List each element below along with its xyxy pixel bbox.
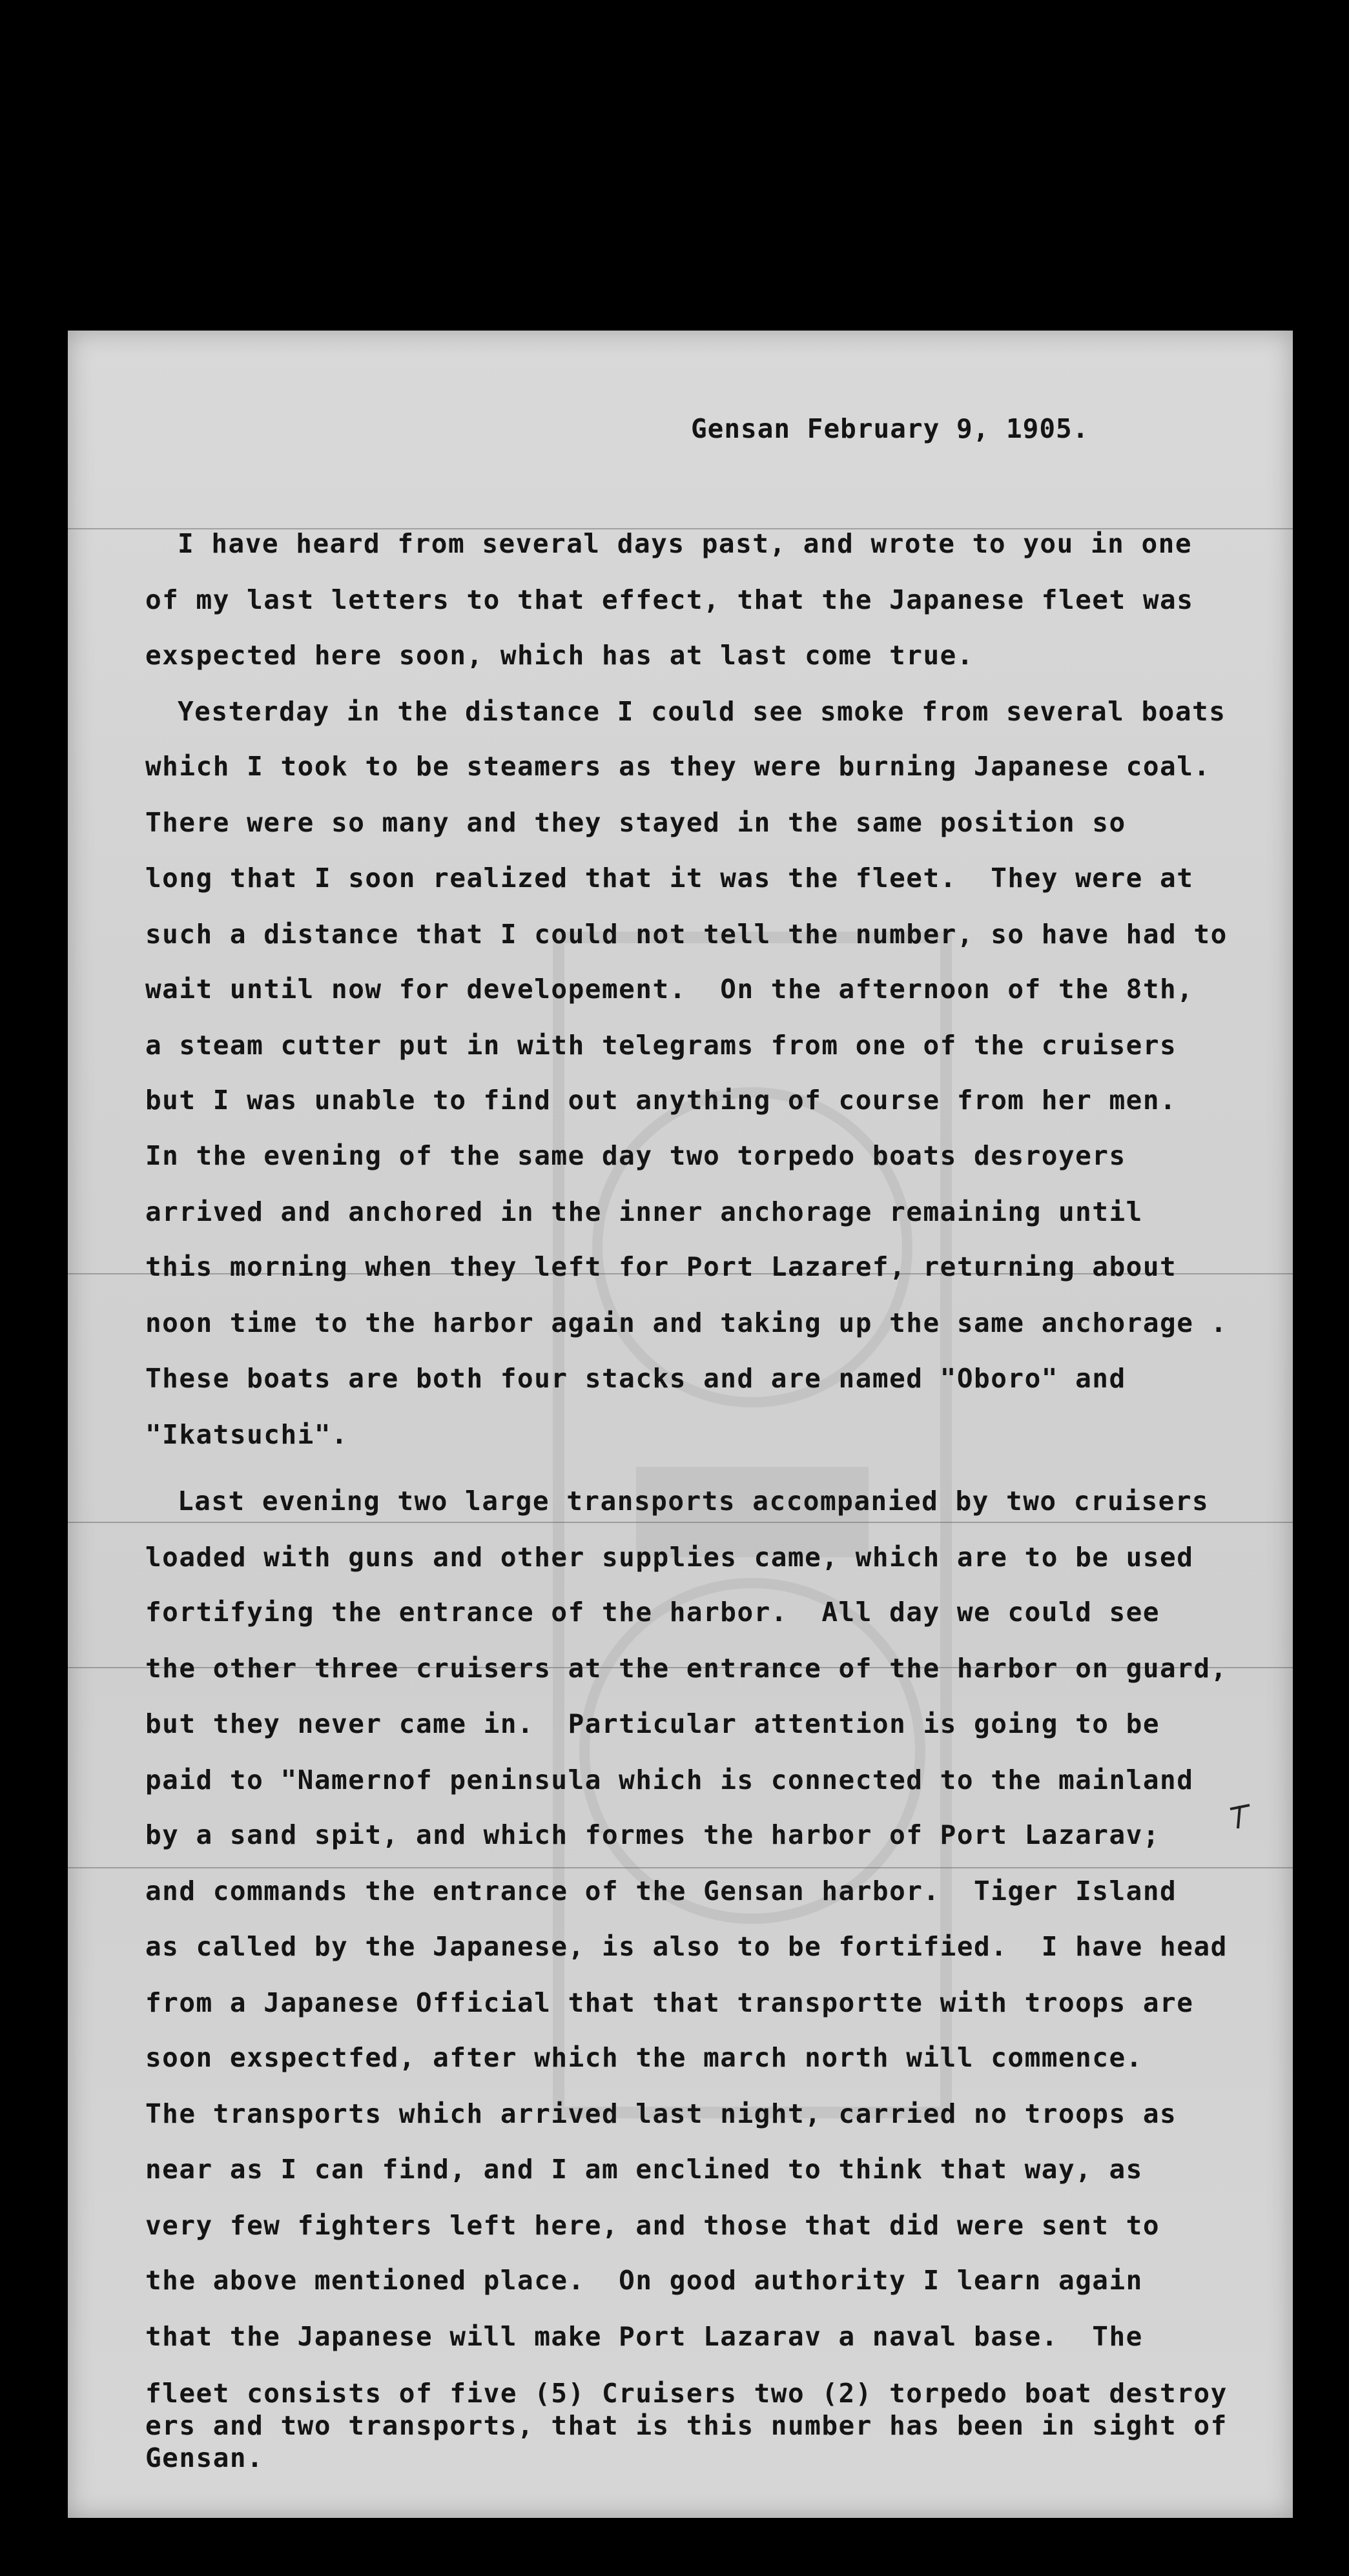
text-line: Yesterday in the distance I could see smoke from several boats [178,696,1226,727]
text-line: In the evening of the same day two torpedo boats desroyers [145,1140,1126,1171]
text-line: this morning when they left for Port Lazaref, returning about [145,1251,1177,1282]
text-line: the other three cruisers at the entrance of the harbor on guard, [145,1653,1228,1684]
text-line: the above mentioned place. On good authority I learn again [145,2265,1143,2296]
text-line: which I took to be steamers as they were burning Japanese coal. [145,751,1211,782]
text-line: fleet consists of five (5) Cruisers two (2) torpedo boat destroy [145,2378,1228,2409]
text-line: paid to "Namernof peninsula which is connected to the mainland [145,1764,1194,1795]
text-line: Gensan. [145,2442,264,2473]
text-line: long that I soon realized that it was the fleet. They were at [145,863,1194,894]
text-line: but they never came in. Particular attention is going to be [145,1708,1160,1739]
text-line: wait until now for developement. On the afternoon of the 8th, [145,974,1194,1005]
text-line: loaded with guns and other supplies came, which are to be used [145,1542,1194,1573]
text-line: and commands the entrance of the Gensan harbor. Tiger Island [145,1876,1177,1906]
text-line: soon exspectfed, after which the march north will commence. [145,2042,1143,2073]
text-line: ers and two transports, that is this number has been in sight of [145,2410,1228,2441]
text-line: very few fighters left here, and those that did were sent to [145,2210,1160,2241]
letter-dateline: Gensan February 9, 1905. [691,413,1089,444]
margin-check-mark [1224,1796,1262,1835]
text-line: There were so many and they stayed in the same position so [145,807,1126,838]
text-line: "Ikatsuchi". [145,1419,349,1450]
letter-body [68,331,1293,2518]
text-line: Last evening two large transports accompanied by two cruisers [178,1486,1210,1517]
text-line: noon time to the harbor again and taking up the same anchorage . [145,1307,1228,1338]
text-line: I have heard from several days past, and wrote to you in one [178,528,1193,559]
text-line: These boats are both four stacks and are named "Oboro" and [145,1363,1126,1394]
text-line: The transports which arrived last night, carried no troops as [145,2098,1177,2129]
text-line: near as I can find, and I am enclined to think that way, as [145,2154,1143,2185]
text-line: such a distance that I could not tell the number, so have had to [145,919,1228,950]
text-line: exspected here soon, which has at last come true. [145,640,974,671]
text-line: by a sand spit, and which formes the harbor of Port Lazarav; [145,1819,1160,1850]
text-line: but I was unable to find out anything of course from her men. [145,1085,1177,1116]
text-line: a steam cutter put in with telegrams from one of the cruisers [145,1030,1177,1061]
text-line: of my last letters to that effect, that the Japanese fleet was [145,584,1194,615]
text-line: from a Japanese Official that that transportte with troops are [145,1987,1194,2018]
letter-sheet [68,331,1293,2518]
text-line: fortifying the entrance of the harbor. All day we could see [145,1597,1160,1628]
text-line: that the Japanese will make Port Lazarav a naval base. The [145,2321,1143,2352]
text-line: as called by the Japanese, is also to be fortified. I have head [145,1931,1228,1962]
text-line: arrived and anchored in the inner anchorage remaining until [145,1196,1143,1227]
